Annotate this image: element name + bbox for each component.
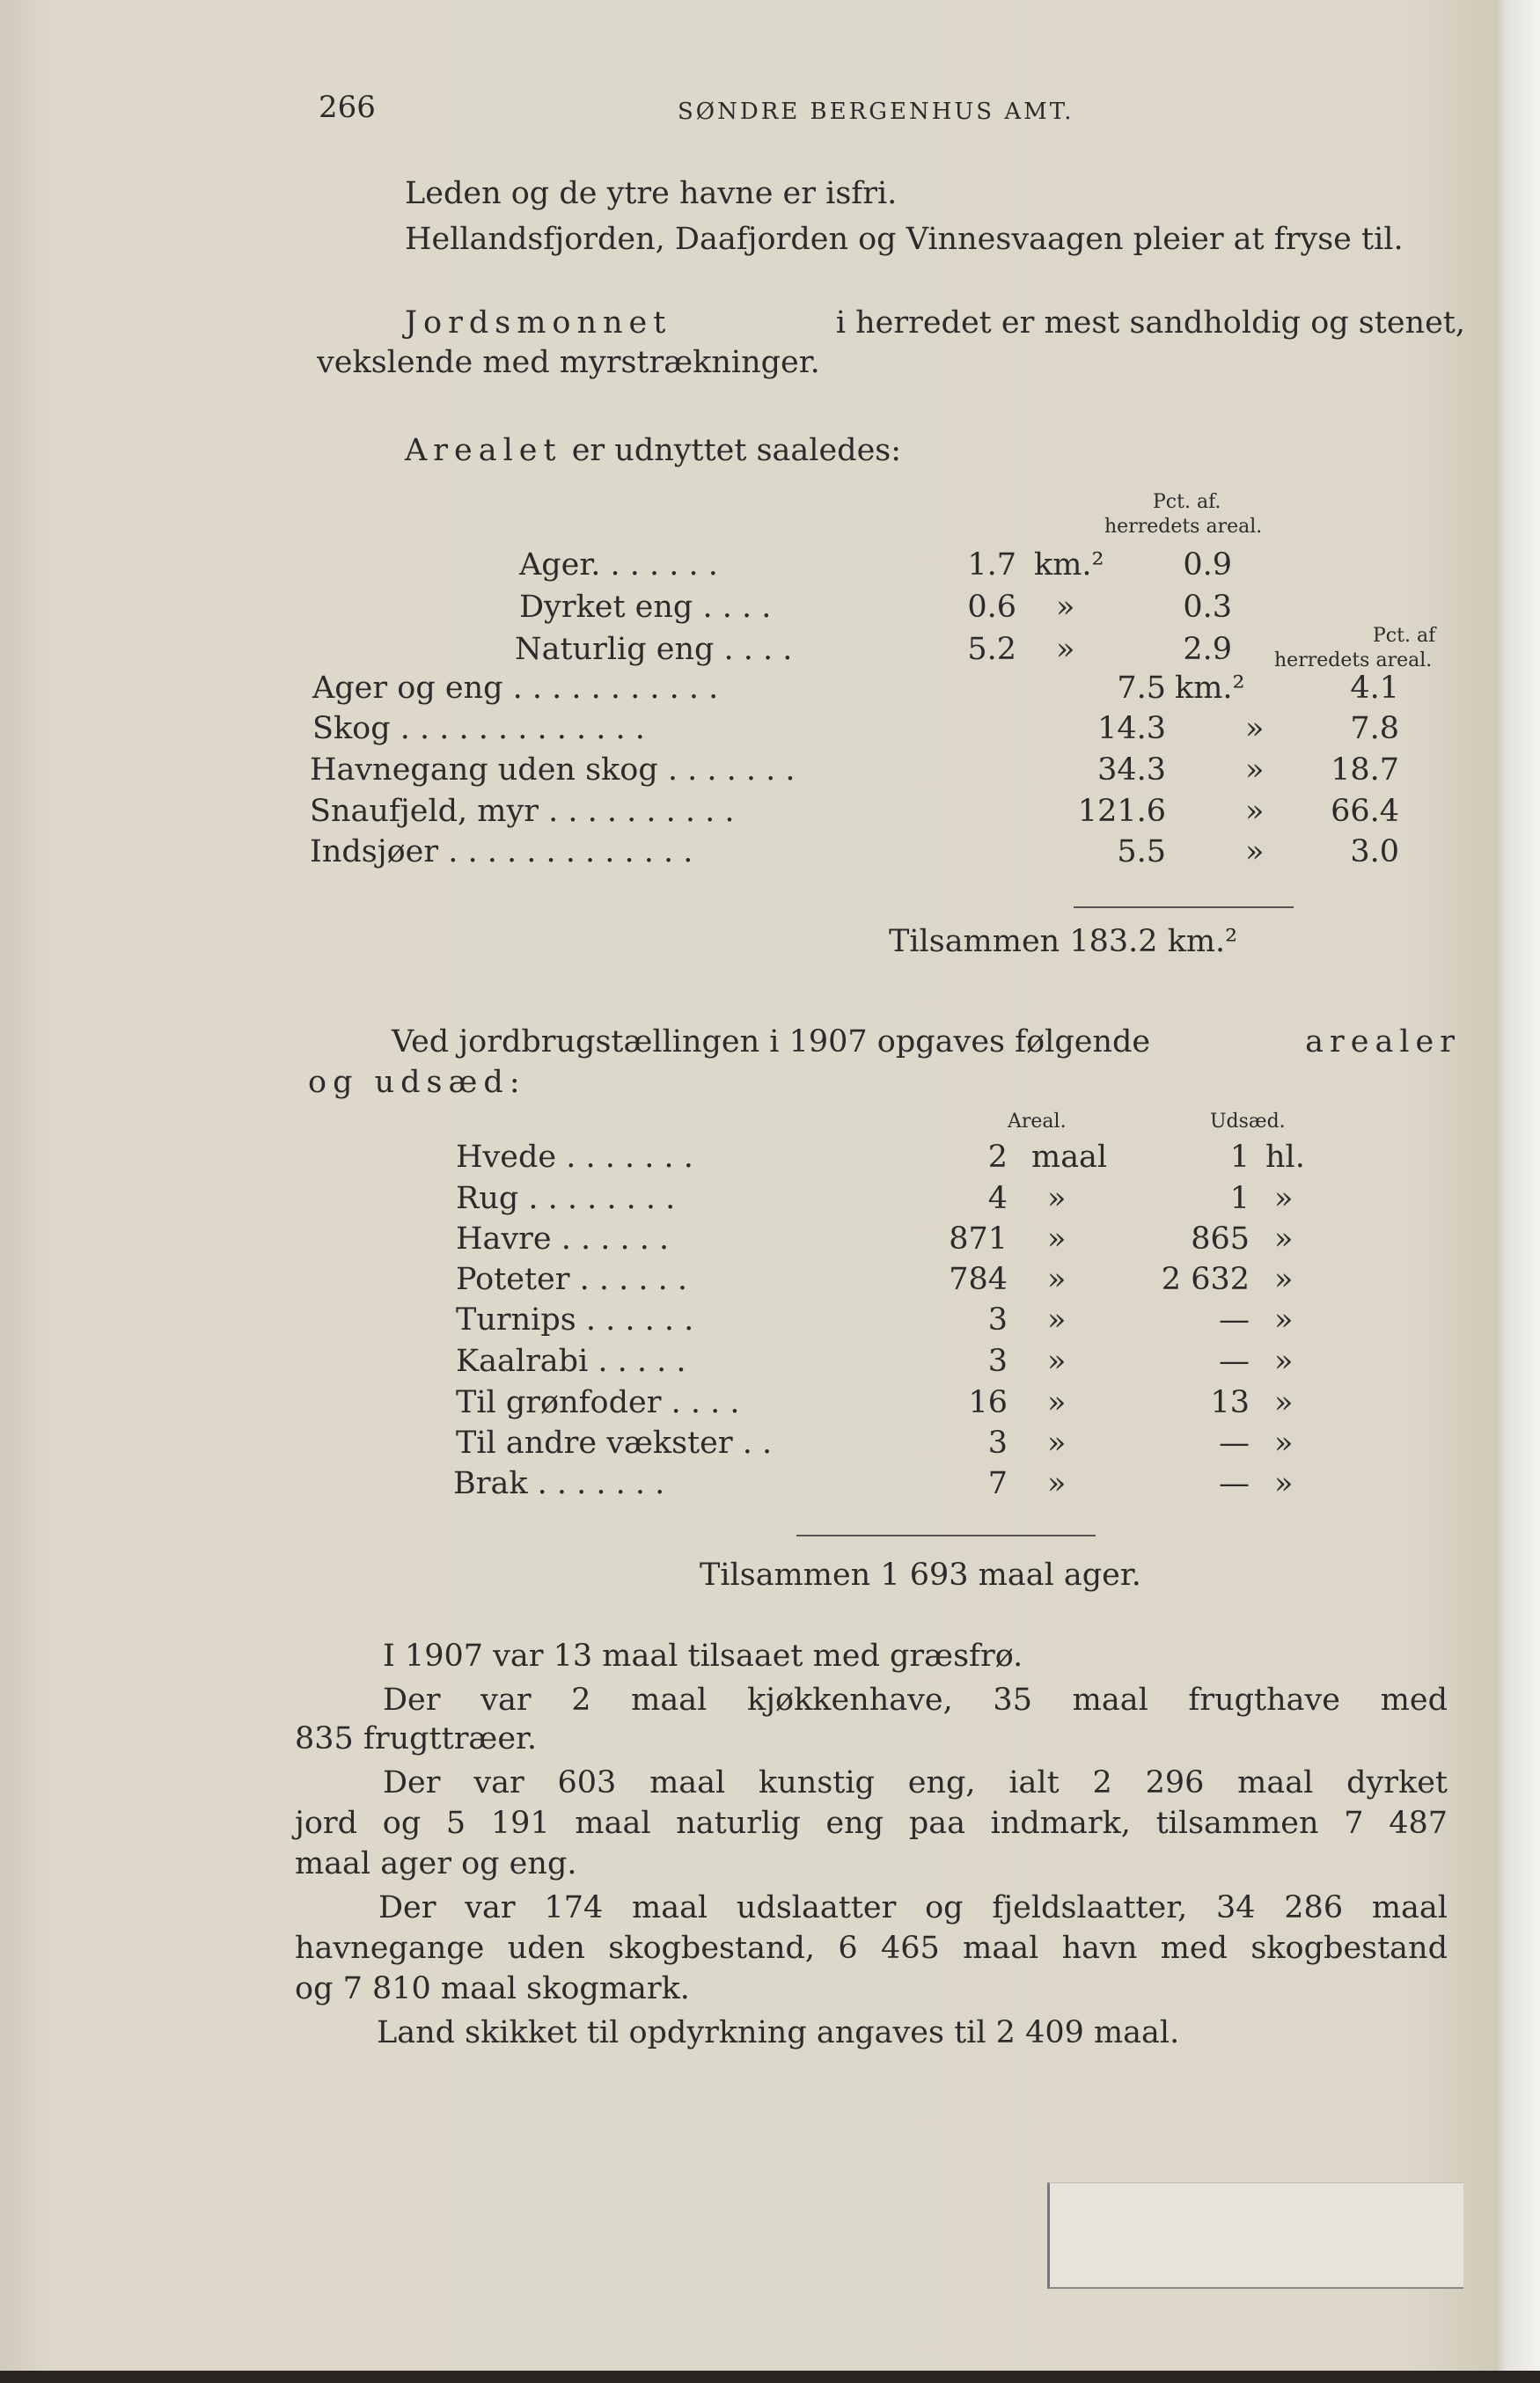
census-row-udsaed-unit: » [1274,1344,1294,1379]
area-row-unit: » [1056,590,1075,625]
census-row-areal-unit: » [1047,1262,1067,1297]
census-row-udsaed-unit: » [1274,1221,1294,1257]
area-row-unit: » [1245,752,1265,788]
census-row-udsaed: 1 [1229,1140,1250,1175]
census-row-label: Til andre vækster . . [456,1426,773,1461]
page-number: 266 [319,90,376,125]
area-row-label: Snaufjeld, myr . . . . . . . . . . [310,794,735,829]
census-row-areal-unit: maal [1031,1140,1108,1175]
census-row-areal-unit: » [1047,1426,1067,1461]
area-row-value: 7.5 [1117,671,1166,706]
census-row-udsaed: 2 632 [1161,1262,1250,1297]
census-row-udsaed: — [1219,1426,1250,1461]
census-total: Tilsammen 1 693 maal ager. [700,1558,1141,1593]
pct-header-1: Pct. af. [1153,491,1221,513]
paragraph-3-line-1: Der var 603 maal kunstig eng, ialt 2 296 maal dyrket [383,1765,1448,1800]
intro-line-1: Leden og de ytre havne er isfri. [405,176,898,211]
arealet-line [405,431,901,470]
area-row-value: 0.6 [967,590,1016,625]
area-row-pct: 0.9 [1183,547,1232,583]
area-row-pct: 7.8 [1350,711,1399,746]
census-row-label: Havre . . . . . . [456,1221,670,1257]
arealet-rest: er udnyttet saaledes: [571,433,902,468]
census-row-areal-unit: » [1047,1344,1067,1379]
census-row-udsaed: — [1219,1302,1250,1338]
census-row-udsaed: — [1219,1466,1250,1501]
census-row-label: Til grønfoder . . . . [456,1385,740,1420]
area-row-unit: » [1245,834,1265,869]
area-row-unit: km.² [1175,671,1245,706]
area-row-pct: 4.1 [1350,671,1399,706]
running-title: SØNDRE BERGENHUS AMT. [678,99,1074,125]
area-row-pct: 66.4 [1331,794,1399,829]
census-row-udsaed: 865 [1191,1221,1250,1257]
area-row-unit: km.² [1034,547,1104,583]
area-row-label: Havnegang uden skog . . . . . . . [310,752,796,788]
census-row-areal: 3 [987,1426,1008,1461]
area-row-value: 34.3 [1097,752,1166,788]
area-row-label: Skog . . . . . . . . . . . . . [312,711,645,746]
census-line-2: og udsæd: [308,1065,526,1100]
census-row-udsaed-unit: » [1274,1181,1294,1216]
census-line-1 [392,1023,1461,1061]
area-row-value: 14.3 [1097,711,1166,746]
paper-slip [1047,2182,1463,2289]
census-row-udsaed-unit: » [1274,1466,1294,1501]
census-row-label: Turnips . . . . . . [456,1302,694,1338]
area-row-label: Dyrket eng . . . . [519,590,772,625]
census-row-udsaed-unit: » [1274,1302,1294,1338]
census-row-label: Hvede . . . . . . . [456,1140,693,1175]
paragraph-3-line-2: jord og 5 191 maal naturlig eng paa indmark, tilsammen 7 487 [295,1806,1448,1841]
census-row-udsaed-unit: » [1274,1426,1294,1461]
census-row-areal-unit: » [1047,1181,1067,1216]
jordsmonnet-lead: Jordsmonnet [405,305,672,341]
paragraph-2-line-2: 835 frugttræer. [295,1721,538,1756]
census-row-udsaed-unit: » [1274,1385,1294,1420]
census-line-1b: arealer [1305,1024,1461,1060]
census-row-label: Kaalrabi . . . . . [456,1344,686,1379]
area-row-label: Naturlig eng . . . . [515,632,793,667]
area-row-value: 121.6 [1077,794,1166,829]
census-row-areal: 4 [987,1181,1008,1216]
census-line-1a: Ved jordbrugstællingen i 1907 opgaves følgende [392,1024,1151,1060]
census-row-label: Rug . . . . . . . . [456,1181,676,1216]
area-row-value: 5.2 [967,632,1016,667]
area-row-unit: » [1056,632,1075,667]
census-row-areal: 3 [987,1344,1008,1379]
area-row-unit: » [1245,794,1265,829]
paragraph-5: Land skikket til opdyrkning angaves til 2 409 maal. [377,2015,1180,2050]
paragraph-4-line-3: og 7 810 maal skogmark. [295,1971,690,2006]
census-row-udsaed: 1 [1229,1181,1250,1216]
census-row-areal-unit: » [1047,1466,1067,1501]
pct-header-2: herredets areal. [1104,516,1263,538]
jordsmonnet-line-2: vekslende med myrstrækninger. [317,345,820,380]
paragraph-4-line-2: havnegange uden skogbestand, 6 465 maal havn med skogbestand [295,1931,1448,1966]
census-row-areal: 871 [949,1221,1008,1257]
census-row-areal-unit: » [1047,1302,1067,1338]
census-total-rule [796,1535,1096,1536]
area-row-pct: 3.0 [1350,834,1399,869]
pct-header-b1: Pct. af [1373,625,1436,647]
census-row-label: Brak . . . . . . . [453,1466,665,1501]
area-row-label: Indsjøer . . . . . . . . . . . . . [310,834,693,869]
paragraph-3-line-3: maal ager og eng. [295,1846,577,1881]
area-row-value: 1.7 [967,547,1016,583]
paragraph-1: I 1907 var 13 maal tilsaaet med græsfrø. [383,1639,1023,1674]
area-total: Tilsammen 183.2 km.² [889,924,1238,959]
arealet-lead: Arealet [405,433,562,468]
total-rule [1074,906,1294,908]
census-row-areal: 2 [987,1140,1008,1175]
col-udsaed-header: Udsæd. [1210,1111,1286,1133]
census-row-udsaed: 13 [1210,1385,1250,1420]
census-row-areal: 784 [949,1262,1008,1297]
census-row-label: Poteter . . . . . . [456,1262,687,1297]
area-row-value: 5.5 [1117,834,1166,869]
census-row-areal: 7 [987,1466,1008,1501]
area-row-label: Ager og eng . . . . . . . . . . . [312,671,719,706]
area-row-pct: 0.3 [1183,590,1232,625]
intro-line-2: Hellandsfjorden, Daafjorden og Vinnesvaagen pleier at fryse til. [405,222,1404,257]
area-row-unit: » [1245,711,1265,746]
jordsmonnet-line-1 [405,304,1465,342]
census-row-udsaed-unit: hl. [1265,1140,1305,1175]
census-row-areal: 16 [968,1385,1008,1420]
col-areal-header: Areal. [1008,1111,1067,1133]
jordsmonnet-rest: i herredet er mest sandholdig og stenet, [835,305,1465,341]
paragraph-4-line-1: Der var 174 maal udslaatter og fjeldslaatter, 34 286 maal [378,1890,1448,1925]
paragraph-2-line-1: Der var 2 maal kjøkkenhave, 35 maal frugthave med [383,1683,1448,1718]
area-row-pct: 18.7 [1331,752,1399,788]
area-row-label: Ager. . . . . . . [519,547,718,583]
census-row-udsaed-unit: » [1274,1262,1294,1297]
pct-header-b2: herredets areal. [1274,649,1433,671]
census-row-areal-unit: » [1047,1221,1067,1257]
census-row-areal-unit: » [1047,1385,1067,1420]
census-row-areal: 3 [987,1302,1008,1338]
census-row-udsaed: — [1219,1344,1250,1379]
area-row-pct: 2.9 [1183,632,1232,667]
